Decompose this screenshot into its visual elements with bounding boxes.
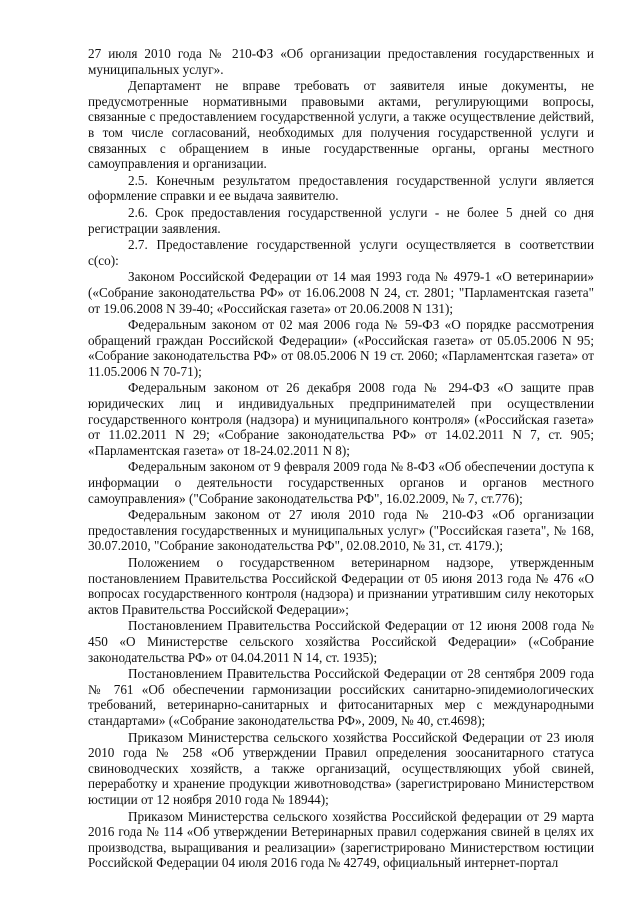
paragraph: 2.6. Срок предоставления государственной услуги - не более 5 дней со дня регистрации заявления. [88, 204, 594, 236]
paragraph: Постановлением Правительства Российской Федерации от 12 июня 2008 года № 450 «О Министерстве сельского хозяйства Российской Федерации» («Собрание законодательства РФ» от 04.04.2011 N 14, ст. 1935); [88, 618, 594, 665]
paragraph: 27 июля 2010 года № 210-ФЗ «Об организации предоставления государственных и муниципальных услуг». [88, 46, 594, 77]
paragraph: Постановлением Правительства Российской Федерации от 28 сентября 2009 года № 761 «Об обеспечении гармонизации российских санитарно-эпидемиологических требований, ветеринарно-санитарных и фитосанитарных мер с международными стандартами» («Собрание законодательства РФ», 2009, № 40, ст.4698); [88, 666, 594, 728]
paragraph: 2.7. Предоставление государственной услуги осуществляется в соответствии с(со): [88, 237, 594, 268]
paragraph: Федеральным законом от 02 мая 2006 года № 59-ФЗ «О порядке рассмотрения обращений граждан Российской Федерации» («Российская газета» от 05.05.2006 N 95; «Собрание законодательства РФ» от 08.05.2006 N 19 ст. 2060; «Парламентская газета» от 11.05.2006 N 70-71); [88, 317, 594, 379]
paragraph: Федеральным законом от 27 июля 2010 года № 210-ФЗ «Об организации предоставления государственных и муниципальных услуг» ("Российская газета", № 168, 30.07.2010, "Собрание законодательства РФ", 02.08.2010, № 31, ст. 4179.); [88, 507, 594, 554]
paragraph: Законом Российской Федерации от 14 мая 1993 года № 4979-1 «О ветеринарии» («Собрание законодательства РФ» от 16.06.2008 N 24, ст. 2801; "Парламентская газета" от 19.06.2008 N 39-40; «Российская газета» от 20.06.2008 N 131); [88, 269, 594, 316]
paragraph: Приказом Министерства сельского хозяйства Российской Федерации от 23 июля 2010 года № 258 «Об утверждении Правил определения зоосанитарного статуса свиноводческих хозяйств, а также организаций, осуществляющих убой свиней, переработку и хранение продукции животноводства» (зарегистрировано Министерством юстиции от 12 ноября 2010 года № 18944); [88, 729, 594, 807]
paragraph: Федеральным законом от 26 декабря 2008 года № 294-ФЗ «О защите прав юридических лиц и индивидуальных предпринимателей при осуществлении государственного контроля (надзора) и муниципального контроля» («Российская газета» от 11.02.2011 N 29; «Собрание законодательства РФ» от 14.02.2011 N 7, ст. 905; «Парламентская газета» от 18-24.02.2011 N 8); [88, 380, 594, 458]
paragraph: Положением о государственном ветеринарном надзоре, утвержденным постановлением Правительства Российской Федерации от 05 июня 2013 года № 476 «О вопросах государственного контроля (надзора) и признании утратившим силу некоторых актов Правительства Российской Федерации»; [88, 555, 594, 617]
paragraph: Департамент не вправе требовать от заявителя иные документы, не предусмотренные нормативными правовыми актами, регулирующими вопросы, связанные с предоставлением государственной услуги, а также осуществление действий, в том числе согласований, необходимых для получения государственной услуги и связанных с обращением в иные государственные органы, органы местного самоуправления и организации. [88, 78, 594, 172]
document-page [88, 46, 594, 872]
paragraph: 2.5. Конечным результатом предоставления государственной услуги является оформление справки и ее выдача заявителю. [88, 172, 594, 204]
paragraph: Приказом Министерства сельского хозяйства Российской федерации от 29 марта 2016 года № 114 «Об утверждении Ветеринарных правил содержания свиней в целях их производства, выращивания и реализации» (зарегистрировано Министерством юстиции Российской Федерации 04 июля 2016 года № 42749, официальный интернет-портал [88, 808, 594, 871]
paragraph: Федеральным законом от 9 февраля 2009 года № 8-ФЗ «Об обеспечении доступа к информации о деятельности государственных органов и органов местного самоуправления» ("Собрание законодательства РФ", 16.02.2009, № 7, ст.776); [88, 459, 594, 506]
